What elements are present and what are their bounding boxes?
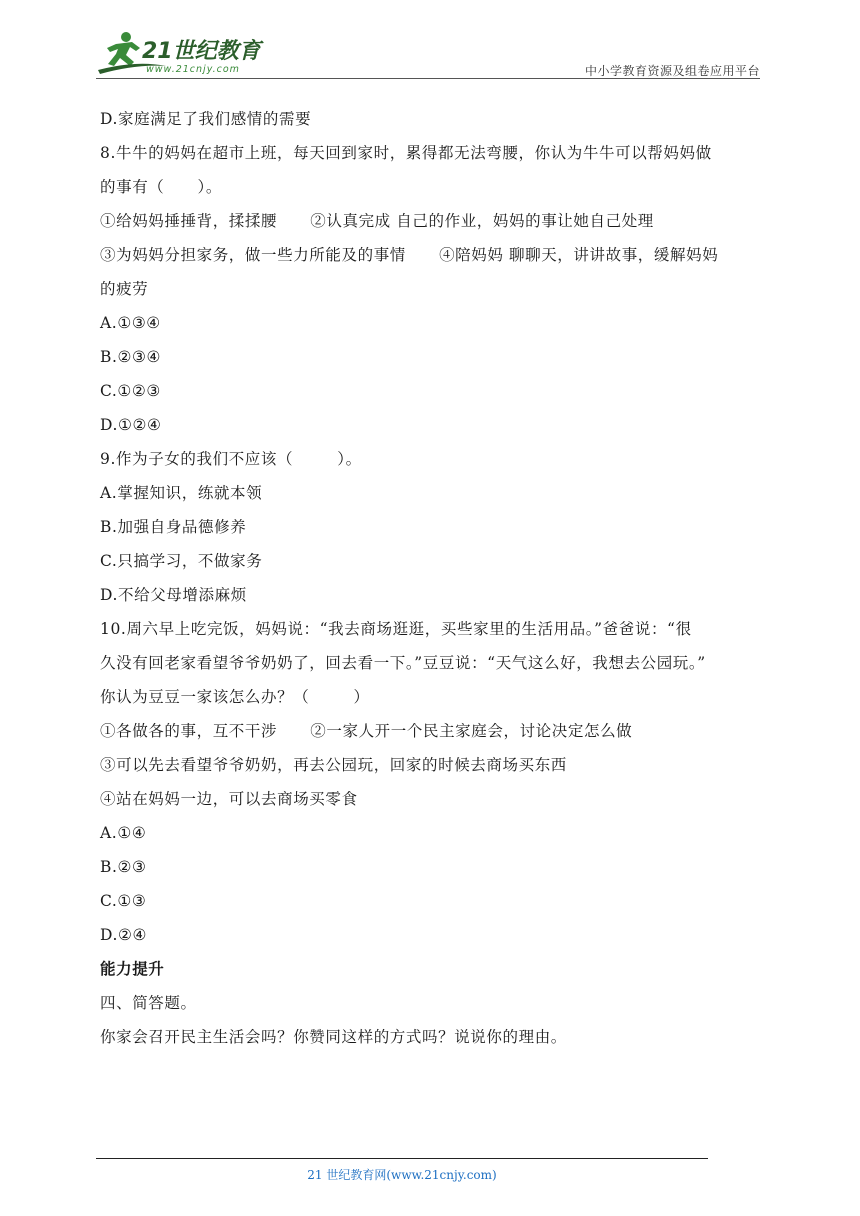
statement-line: ①给妈妈捶捶背，揉揉腰 ②认真完成 自己的作业，妈妈的事让她自己处理 [100, 212, 654, 230]
question-8: 8.牛牛的妈妈在超市上班，每天回到家时，累得都无法弯腰，你认为牛牛可以帮妈妈做 [100, 144, 712, 162]
option-c: C.只搞学习，不做家务 [100, 552, 263, 570]
option-b: B.②③④ [100, 348, 162, 366]
section-title: 四、简答题。 [100, 994, 197, 1012]
question-8-cont: 的事有（ ）。 [100, 178, 223, 196]
question-10-cont: 你认为豆豆一家该怎么办？（ ） [100, 688, 370, 706]
option-a: A.①③④ [100, 314, 161, 332]
option-d: D.①②④ [100, 416, 162, 434]
question-9: 9.作为子女的我们不应该（ ）。 [100, 450, 362, 468]
statement-line: ③为妈妈分担家务，做一些力所能及的事情 ④陪妈妈 聊聊天，讲讲故事，缓解妈妈 [100, 246, 719, 264]
footer-link[interactable]: 21 世纪教育网(www.21cnjy.com) [307, 1168, 497, 1182]
option-a: A.①④ [100, 824, 147, 842]
question-10: 10.周六早上吃完饭，妈妈说：“我去商场逛逛，买些家里的生活用品。”爸爸说：“很 [100, 620, 692, 638]
logo-21cnjy [96, 30, 266, 76]
option-c: C.①③ [100, 892, 147, 910]
page-header [96, 30, 760, 78]
option-line: D.家庭满足了我们感情的需要 [100, 110, 312, 128]
statement-line: ④站在妈妈一边，可以去商场买零食 [100, 790, 358, 808]
logo-url: www.21cnjy.com [146, 64, 240, 75]
header-divider [96, 78, 760, 79]
option-d: D.②④ [100, 926, 147, 944]
logo-text: 21世纪教育 [142, 39, 261, 64]
option-c: C.①②③ [100, 382, 161, 400]
statement-line: ①各做各的事，互不干涉 ②一家人开一个民主家庭会，讨论决定怎么做 [100, 722, 633, 740]
option-a: A.掌握知识，练就本领 [100, 484, 263, 502]
document-body [100, 102, 764, 1054]
footer-divider [96, 1158, 708, 1159]
question-10-cont: 久没有回老家看望爷爷奶奶了，回去看一下。”豆豆说：“天气这么好，我想去公园玩。” [100, 654, 706, 672]
option-b: B.②③ [100, 858, 147, 876]
platform-label: 中小学教育资源及组卷应用平台 [584, 64, 760, 78]
statement-line: ③可以先去看望爷爷奶奶，再去公园玩，回家的时候去商场买东西 [100, 756, 567, 774]
option-d: D.不给父母增添麻烦 [100, 586, 247, 604]
section-heading: 能力提升 [100, 960, 165, 978]
statement-line-cont: 的疲劳 [100, 280, 149, 298]
option-b: B.加强自身品德修养 [100, 518, 247, 536]
short-answer-question: 你家会召开民主生活会吗？你赞同这样的方式吗？说说你的理由。 [100, 1028, 567, 1046]
